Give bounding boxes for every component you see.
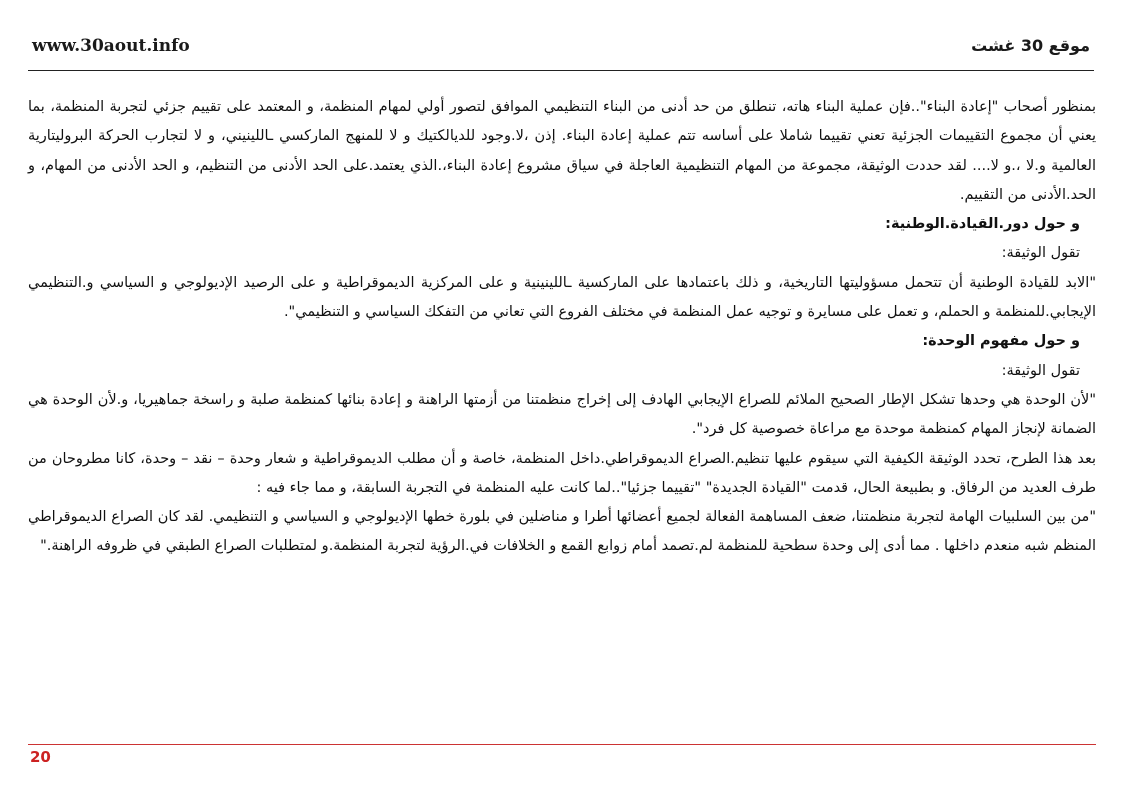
site-url: www.30aout.info [32, 36, 190, 56]
section-heading-unity: و حول مفهوم الوحدة: [922, 333, 1080, 350]
quote-unity: "لأن الوحدة هي وحدها تشكل الإطار الصحيح الملائم للصراع الإيجابي الهادف إلى إخراج منظمتنا من أزمتها الراهنة و إعادة بنائها كمنظمة صلبة و راسخة جماهيريا، و.لأن الوحدة هي الضمانة لإنجاز المهام كمنظمة موحدة مع مراعاة خصوصية كل فرد". [28, 391, 1096, 438]
paragraph-intro: بمنظور أصحاب "إعادة البناء"..فإن عملية البناء هاته، تنطلق من حد أدنى من البناء التنظيمي الموافق لتصور أولي لمهام المنظمة، و المعتمد على تقييم جزئي لتجربة المنظمة، بما يعني أن مجموع التقييمات الجزئية تعني تقييما شاملا على أساسه تتم عملية إعادة البناء. إذن ،لا.وجود للديالكتيك و لا للمنهج الماركسي ـاللينيني، و لا لتجارب الحركة البروليتارية العالمية و.لا ،.و لا.... لقد حددت الوثيقة، مجموعة من المهام التنظيمية العاجلة في سياق مشروع إعادة البناء،.الذي يعتمد.على الحد الأدنى من التنظيم، و الحد الأدنى من المهام، و الحد.الأدنى من التقييم. [28, 99, 1096, 203]
document-says-label: تقول الوثيقة: [1001, 245, 1080, 262]
page-header [28, 34, 1094, 71]
paragraph-struggle: بعد هذا الطرح، تحدد الوثيقة الكيفية التي سيقوم عليها تنظيم.الصراع الديموقراطي.داخل المنظمة، خاصة و أن مطلب الديموقراطية و شعار وحدة – نقد – وحدة، كانا مطروحان من طرف العديد من الرفاق. و بطبيعة الحال، قدمت "القيادة الجديدة" "تقييما جزئيا"..لما كانت عليه المنظمة في التجربة السابقة، و مما جاء فيه : [28, 450, 1096, 496]
quote-negatives: "من بين السلبيات الهامة لتجربة منظمتنا، ضعف المساهمة الفعالة لجميع أعضائها أطرا و مناضلين في بلورة خطها الإديولوجي و السياسي و التنظيمي. لقد كان الصراع الديموقراطي المنظم شبه منعدم داخلها . مما أدى إلى وحدة سطحية للمنظمة لم.تصمد أمام زوابع القمع و الخلافات في.الرؤية لتجربة المنظمة.و لمتطلبات الصراع الطبقي في ظروفه الراهنة." [28, 509, 1096, 555]
document-says-label: تقول الوثيقة: [1001, 362, 1080, 379]
site-name: موقع 30 غشت [971, 36, 1090, 55]
page-number: 20 [30, 748, 51, 766]
quote-leadership: "الابد للقيادة الوطنية أن تتحمل مسؤوليتها التاريخية، و ذلك باعتمادها على الماركسية ـاللينينية و على المركزية الديموقراطية و على الرصيد الإديولوجي و السياسي و.التنظيمي الإيجابي.للمنظمة و الحملم، و تعمل على مسايرة و توجيه عمل المنظمة في مختلف الفروع التي تعاني من التفكك السياسي و التنظيمي". [28, 274, 1096, 321]
document-body [28, 93, 1096, 562]
section-heading-leadership: و حول دور.القيادة.الوطنية: [885, 216, 1080, 233]
footer-rule [28, 744, 1096, 745]
